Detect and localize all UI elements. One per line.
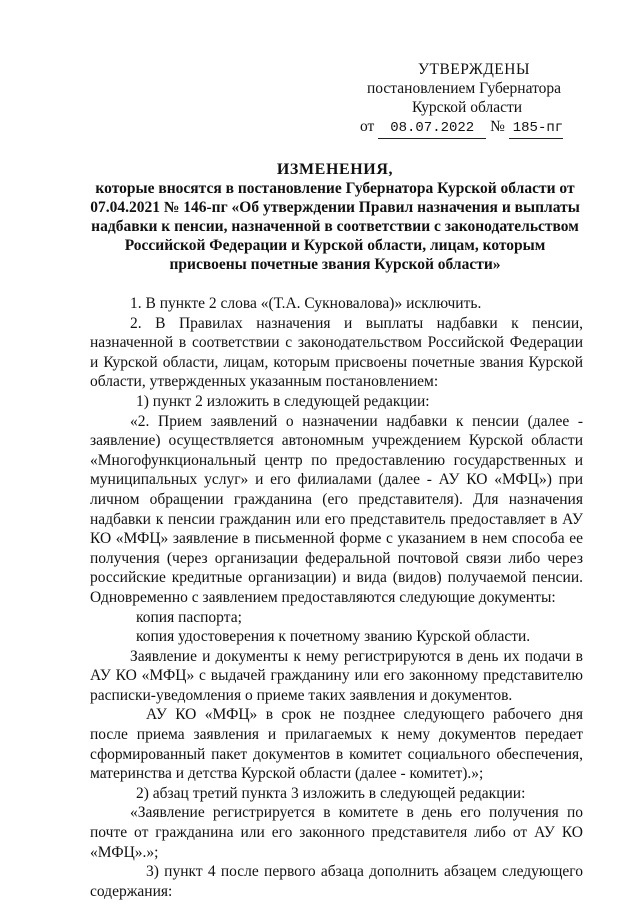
- title-line: Российской Федерации и Курской области, лицам, которым: [124, 237, 546, 254]
- subitem-1: 1) пункт 2 изложить в следующей редакции:: [136, 392, 430, 410]
- document-body: [90, 294, 583, 901]
- approval-block: [360, 60, 600, 139]
- approval-region: Курской области: [412, 99, 523, 116]
- approval-resolution: постановлением Губернатора: [367, 80, 562, 97]
- number-prefix: №: [490, 118, 505, 135]
- mfc-transfer-paragraph: АУ КО «МФЦ» в срок не позднее следующего рабочего дня после приема заявления и прилагаемых к нему документов передает сформированный пакет документов в комитет социального обеспечения, материнства и детства Курской области (далее - комитет).»;: [90, 706, 583, 783]
- subitem-3: 3) пункт 4 после первого абзаца дополнить абзацем следующего содержания:: [90, 863, 583, 900]
- quote-paragraph-2: «2. Прием заявлений о назначении надбавки к пенсии (далее - заявление) осуществляется автономным учреждением Курской области «Многофункциональный центр по предоставлению государственных и муниципальных услуг» и его филиалами (далее - АУ КО «МФЦ») при личном обращении гражданина (его представителя). Для назначения надбавки к пенсии гражданин или его представитель предоставляет в АУ КО «МФЦ» заявление в письменной форме с указанием в нем способа ее получения (через организации федеральной почтовой связи либо через российские кредитные организации) и вида (видов) получаемой пенсии. Одновременно с заявлением предоставляются следующие документы:: [90, 412, 583, 606]
- title-heading: ИЗМЕНЕНИЯ,: [276, 161, 394, 178]
- title-line: надбавки к пенсии, назначенной в соответствии с законодательством: [91, 218, 579, 235]
- date-prefix: от: [360, 118, 375, 135]
- title-line: присвоены почетные звания Курской области»: [169, 256, 501, 273]
- document-item-certificate: копия удостоверения к почетному званию Курской области.: [136, 628, 531, 646]
- subitem-2: 2) абзац третий пункта 3 изложить в следующей редакции:: [136, 784, 526, 802]
- title-line: которые вносятся в постановление Губернатора Курской области от: [95, 180, 575, 197]
- approval-heading: УТВЕРЖДЕНЫ: [418, 61, 530, 78]
- quote-paragraph-3: «Заявление регистрируется в комитете в день его получения по почте от гражданина или его законного представителя либо от АУ КО «МФЦ».»;: [90, 804, 583, 861]
- document-item-passport: копия паспорта;: [136, 608, 242, 626]
- document-title: [90, 160, 580, 274]
- approval-date-line: [360, 117, 600, 139]
- item-1: 1. В пункте 2 слова «(Т.А. Сукновалова)» исключить.: [130, 295, 482, 312]
- resolution-number: 185-пг: [509, 119, 563, 139]
- title-line: 07.04.2021 № 146-пг «Об утверждении Правил назначения и выплаты: [90, 199, 580, 216]
- item-2: 2. В Правилах назначения и выплаты надбавки к пенсии, назначенной в соответствии с законодательством Российской Федерации и Курской области, лицам, которым присвоены почетные звания Курской области, утвержденных указанным постановлением:: [90, 314, 583, 391]
- registration-paragraph: Заявление и документы к нему регистрируются в день их подачи в АУ КО «МФЦ» с выдачей гражданину или его законному представителю расписки-уведомления о приеме таких заявления и документов.: [90, 647, 583, 704]
- resolution-date: 08.07.2022: [378, 119, 486, 139]
